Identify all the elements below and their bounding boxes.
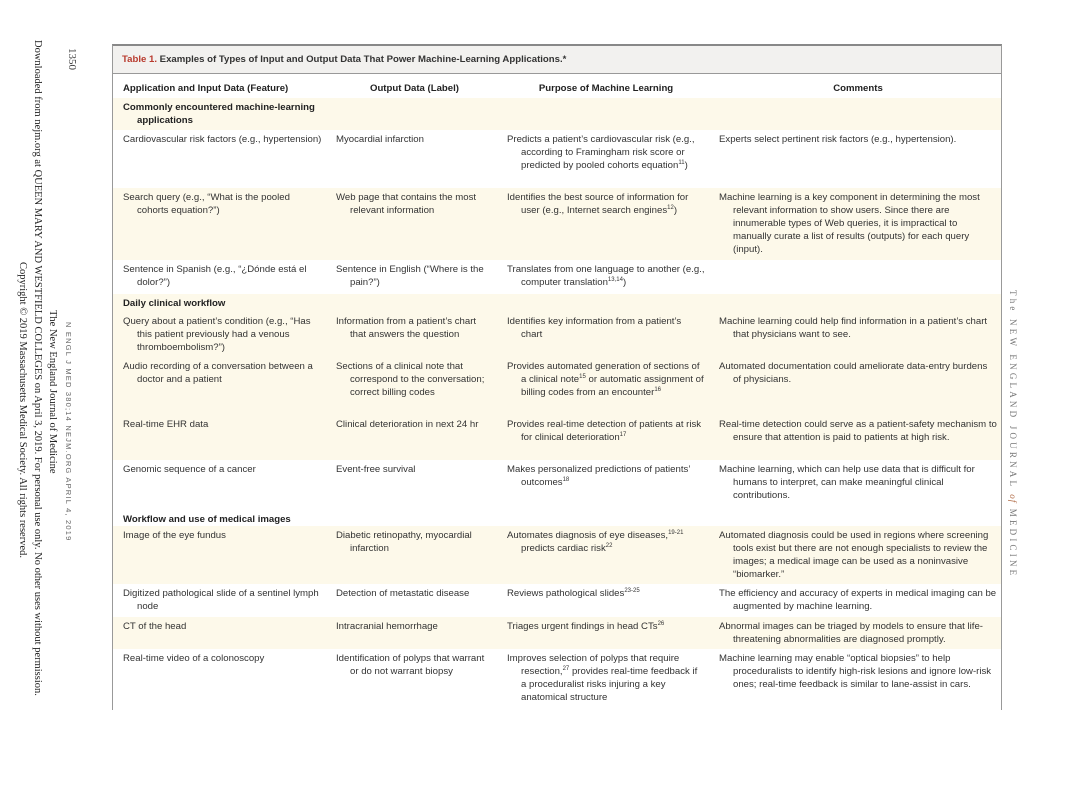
- text-segment: Automated diagnosis could be used in regions where screening tools exist but there are not enough specialists to review the images; a medical image can be used as a noninvasive “biomarker.”: [719, 530, 989, 580]
- table-row: [113, 357, 1001, 415]
- table-cell: [709, 510, 1001, 526]
- table-cell: [497, 649, 709, 710]
- text-segment: Myocardial infarction: [336, 134, 424, 145]
- table-cell: [326, 510, 497, 526]
- cell-text: [507, 315, 705, 341]
- text-segment: Makes personalized predictions of patients’ outcomes: [507, 464, 691, 488]
- table-cell: [113, 510, 326, 526]
- reference-superscript: 11: [678, 159, 685, 166]
- journal-name: The New England Journal of Medicine: [47, 310, 58, 474]
- reference-superscript: 17: [619, 431, 627, 438]
- cell-text: [507, 133, 705, 172]
- table-cell: [113, 415, 326, 460]
- table-cell: [326, 649, 497, 710]
- table-cell: [113, 617, 326, 649]
- text-segment: Commonly encountered machine-learning applications: [123, 102, 315, 126]
- text-segment: Provides real-time detection of patients at risk for clinical deterioration: [507, 419, 702, 443]
- journal-citation-line: N ENGL J MED 380;14 NEJM.ORG APRIL 4, 2019: [64, 322, 73, 542]
- reference-superscript: 23-25: [624, 587, 640, 594]
- table-cell: [497, 260, 709, 294]
- table-cell: [709, 649, 1001, 710]
- cell-text: [336, 587, 493, 600]
- text-segment: Improves selection of polyps that require resection,: [507, 653, 680, 677]
- text-segment: Detection of metastatic disease: [336, 588, 470, 599]
- text-segment: Genomic sequence of a cancer: [123, 464, 256, 475]
- table-cell: [326, 584, 497, 617]
- table-cell: [113, 130, 326, 188]
- text-segment: Web page that contains the most relevant information: [336, 192, 477, 216]
- cell-text: [507, 263, 705, 289]
- text-segment: Sentence in English (“Where is the pain?”): [336, 264, 484, 288]
- page-number: 1350: [66, 48, 78, 70]
- table-cell: [497, 98, 709, 130]
- table-cell: [113, 357, 326, 415]
- table-cell: [709, 617, 1001, 649]
- cell-text: [719, 133, 997, 146]
- text-segment: Machine learning is a key component in determining the most relevant information to show users. Since there are innumerable types of Web queries, it is impractical to manually curate a list of results (outputs) for each query (input).: [719, 192, 980, 255]
- table-row: [113, 649, 1001, 710]
- text-segment: Machine learning could help find information in a patient’s chart that physicians want to see.: [719, 316, 988, 340]
- text-segment: CT of the head: [123, 621, 187, 632]
- text-segment: or automatic assignment of billing codes from an encounter: [521, 374, 704, 398]
- masthead-title: The NEW ENGLAND JOURNAL: [1008, 290, 1018, 489]
- table-cell: [497, 617, 709, 649]
- reference-superscript: 19-21: [668, 529, 684, 536]
- cell-text: [336, 529, 493, 555]
- table-cell: [497, 188, 709, 260]
- text-segment: Provides automated generation of sections of a clinical note: [507, 361, 700, 385]
- text-segment: Diabetic retinopathy, myocardial infarction: [336, 530, 472, 554]
- reference-superscript: 22: [605, 542, 613, 549]
- copyright-notice: Copyright © 2019 Massachusetts Medical Society. All rights reserved.: [17, 262, 28, 558]
- table-cell: [497, 357, 709, 415]
- table-cell: [497, 312, 709, 357]
- text-segment: Audio recording of a conversation between a doctor and a patient: [123, 361, 313, 385]
- table-cell: [497, 460, 709, 510]
- table-cell: [113, 526, 326, 584]
- text-segment: ): [673, 205, 678, 216]
- cell-text: [507, 587, 705, 600]
- cell-text: [123, 191, 322, 217]
- table-cell: [326, 460, 497, 510]
- cell-text: [123, 529, 322, 542]
- cell-text: [507, 360, 705, 399]
- text-segment: Daily clinical workflow: [123, 298, 226, 309]
- cell-text: [719, 315, 997, 341]
- table-row: [113, 415, 1001, 460]
- text-segment: Triages urgent findings in head CTs: [507, 621, 658, 632]
- journal-masthead: [1008, 290, 1018, 578]
- table-cell: [497, 510, 709, 526]
- text-segment: provides real-time feedback if a proceduralist risks injuring a key anatomical structure: [521, 666, 698, 703]
- cell-text: [123, 463, 322, 476]
- table-cell: [497, 415, 709, 460]
- table-cell: [113, 312, 326, 357]
- table-cell: [326, 130, 497, 188]
- text-segment: Real-time EHR data: [123, 419, 209, 430]
- data-table: [112, 44, 1002, 710]
- reference-superscript: 13,14: [607, 276, 623, 283]
- table-cell: [497, 526, 709, 584]
- text-segment: Sentence in Spanish (e.g., “¿Dónde está el dolor?”): [123, 264, 307, 288]
- cell-text: [719, 360, 997, 386]
- text-segment: Identifies key information from a patient’s chart: [507, 316, 682, 340]
- text-segment: Translates from one language to another (e.g., computer translation: [507, 264, 705, 288]
- text-segment: Abnormal images can be triaged by models to ensure that life-threatening abnormalities are diagnosed promptly.: [719, 621, 983, 645]
- text-segment: The efficiency and accuracy of experts in medical imaging can be augmented by machine learning.: [719, 588, 997, 612]
- text-segment: Information from a patient’s chart that answers the question: [336, 316, 477, 340]
- table-cell: [709, 98, 1001, 130]
- table-cell: [326, 260, 497, 294]
- text-segment: Event-free survival: [336, 464, 416, 475]
- text-segment: predicts cardiac risk: [521, 543, 606, 554]
- reference-superscript: 18: [562, 476, 570, 483]
- table-cell: [326, 357, 497, 415]
- section-row: [113, 510, 1001, 526]
- cell-text: [123, 587, 322, 613]
- cell-text: [336, 463, 493, 476]
- table-row: [113, 526, 1001, 584]
- cell-text: [507, 652, 705, 704]
- column-header-application: Application and Input Data (Feature): [123, 82, 289, 94]
- cell-text: [123, 652, 322, 665]
- table-label: Table 1.: [122, 54, 158, 65]
- table-cell: [326, 98, 497, 130]
- table-cell: [709, 130, 1001, 188]
- text-segment: Intracranial hemorrhage: [336, 621, 438, 632]
- cell-text: [336, 315, 493, 341]
- text-segment: Cardiovascular risk factors (e.g., hypertension): [123, 134, 322, 145]
- table-cell: [326, 415, 497, 460]
- cell-text: [123, 315, 322, 354]
- cell-text: [123, 133, 322, 146]
- table-cell: [709, 357, 1001, 415]
- text-segment: Real-time detection could serve as a patient-safety mechanism to ensure that attention is paid to patients at high risk.: [719, 419, 997, 443]
- cell-text: [123, 263, 322, 289]
- cell-text: [719, 463, 997, 502]
- cell-text: [719, 620, 997, 646]
- cell-text: [719, 191, 997, 256]
- table-cell: [709, 584, 1001, 617]
- table-row: [113, 312, 1001, 357]
- table-cell: [113, 649, 326, 710]
- text-segment: Clinical deterioration in next 24 hr: [336, 419, 479, 430]
- table-cell: [497, 584, 709, 617]
- cell-text: [336, 133, 493, 146]
- table-cell: [709, 294, 1001, 312]
- table-cell: [709, 188, 1001, 260]
- text-segment: Sections of a clinical note that correspond to the conversation; correct billing codes: [336, 361, 485, 398]
- text-segment: Query about a patient’s condition (e.g., “Has this patient previously had a venous thromboembolism?”): [123, 316, 311, 353]
- table-cell: [497, 294, 709, 312]
- table-cell: [113, 98, 326, 130]
- text-segment: Predicts a patient’s cardiovascular risk (e.g., according to Framingham risk score or predicted by pooled cohorts equation: [507, 134, 695, 171]
- text-segment: Identification of polyps that warrant or do not warrant biopsy: [336, 653, 485, 677]
- text-segment: Identifies the best source of information for user (e.g., Internet search engines: [507, 192, 689, 216]
- table-cell: [709, 526, 1001, 584]
- cell-text: [336, 360, 493, 399]
- text-segment: Machine learning may enable “optical biopsies” to help proceduralists to identify high-risk lesions and ignore low-risk ones; real-time feedback is similar to lane-assist in cars.: [719, 653, 992, 690]
- cell-text: [719, 587, 997, 613]
- cell-text: [336, 263, 493, 289]
- text-segment: Image of the eye fundus: [123, 530, 226, 541]
- reference-superscript: 26: [657, 620, 665, 627]
- reference-superscript: 12: [667, 204, 674, 211]
- cell-text: [123, 297, 322, 310]
- text-segment: ): [684, 160, 688, 171]
- cell-text: [719, 418, 997, 444]
- cell-text: [719, 529, 997, 581]
- table-cell: [709, 312, 1001, 357]
- table-cell: [326, 526, 497, 584]
- column-header-output: Output Data (Label): [369, 82, 459, 94]
- cell-text: [123, 418, 322, 431]
- table-row: [113, 460, 1001, 510]
- cell-text: [336, 191, 493, 217]
- text-segment: Experts select pertinent risk factors (e.g., hypertension).: [719, 134, 957, 145]
- section-row: [113, 294, 1001, 312]
- download-notice: Downloaded from nejm.org at QUEEN MARY AND WESTFIELD COLLEGES on April 3, 2019. For personal use only. No other uses without permission.: [32, 40, 43, 696]
- cell-text: [507, 529, 705, 555]
- cell-text: [123, 101, 322, 127]
- table-cell: [113, 188, 326, 260]
- text-segment: ): [622, 277, 627, 288]
- reference-superscript: 16: [654, 386, 662, 393]
- cell-text: [336, 652, 493, 678]
- cell-text: [719, 652, 997, 691]
- text-segment: Automated documentation could ameliorate data-entry burdens of physicians.: [719, 361, 988, 385]
- text-segment: Workflow and use of medical images: [123, 514, 291, 525]
- reference-superscript: 15: [579, 373, 586, 380]
- table-cell: [113, 294, 326, 312]
- cell-text: [507, 418, 705, 444]
- cell-text: [507, 620, 705, 633]
- column-header-purpose: Purpose of Machine Learning: [538, 82, 674, 94]
- cell-text: [507, 191, 705, 217]
- text-segment: Digitized pathological slide of a sentinel lymph node: [123, 588, 319, 612]
- cell-text: [336, 620, 493, 633]
- cell-text: [123, 620, 322, 633]
- text-segment: Reviews pathological slides: [507, 588, 625, 599]
- table-row: [113, 188, 1001, 260]
- table-cell: [113, 584, 326, 617]
- text-segment: Automates diagnosis of eye diseases,: [507, 530, 669, 541]
- table-cell: [326, 617, 497, 649]
- table-row: [113, 617, 1001, 649]
- cell-text: [123, 360, 322, 386]
- table-title: [113, 46, 1001, 74]
- cell-text: [336, 418, 493, 431]
- reference-superscript: 27: [562, 665, 570, 672]
- table-cell: [497, 130, 709, 188]
- table-cell: [709, 415, 1001, 460]
- table-cell: [326, 294, 497, 312]
- table-cell: [326, 312, 497, 357]
- table-row: [113, 584, 1001, 617]
- table-cell: [709, 260, 1001, 294]
- cell-text: [507, 463, 705, 489]
- masthead-medicine: MEDICINE: [1008, 508, 1018, 579]
- table-cell: [113, 460, 326, 510]
- table-row: [113, 130, 1001, 188]
- table-row: [113, 260, 1001, 294]
- text-segment: Machine learning, which can help use data that is difficult for humans to interpret, can make meaningful clinical contributions.: [719, 464, 975, 501]
- column-header-comments: Comments: [833, 82, 883, 94]
- section-row: [113, 98, 1001, 130]
- table-cell: [326, 188, 497, 260]
- masthead-of: of: [1008, 494, 1018, 504]
- table-title-text: Examples of Types of Input and Output Data That Power Machine-Learning Applications.*: [157, 54, 567, 65]
- text-segment: Search query (e.g., “What is the pooled cohorts equation?”): [123, 192, 290, 216]
- table-cell: [709, 460, 1001, 510]
- cell-text: [123, 513, 322, 526]
- text-segment: Real-time video of a colonoscopy: [123, 653, 265, 664]
- table-cell: [113, 260, 326, 294]
